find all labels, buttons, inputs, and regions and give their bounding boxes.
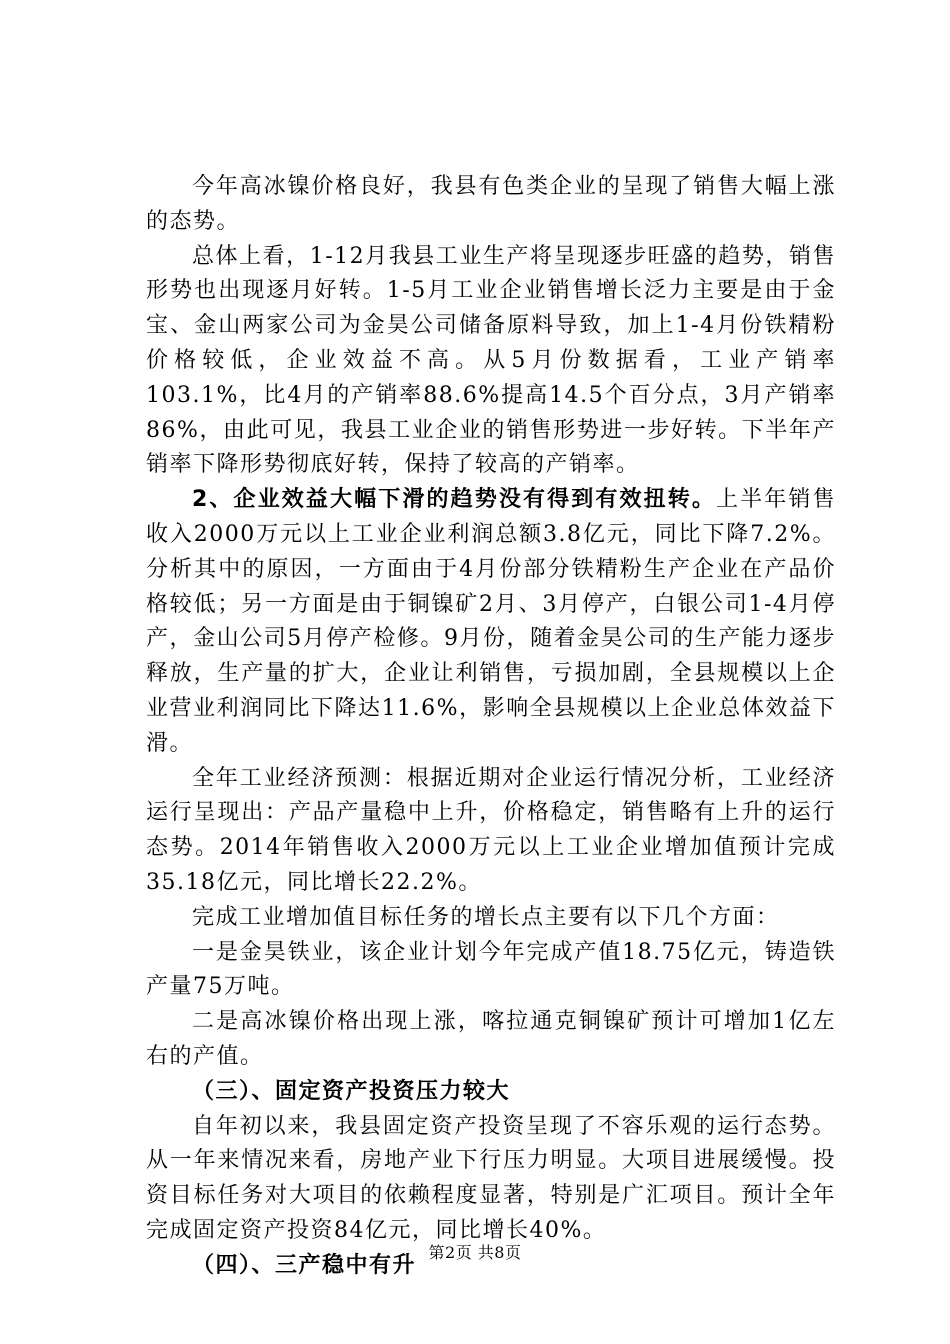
paragraph-annual-forecast: 全年工业经济预测：根据近期对企业运行情况分析，工业经济运行呈现出：产品产量稳中上升，价格稳定，销售略有上升的运行态势。2014年销售收入2000万元以上工业企业增加值预计完成35.18亿元，同比增长22.2%。 — [146, 765, 836, 895]
paragraph-industry-sales: 总体上看，1-12月我县工业生产将呈现逐步旺盛的趋势，销售形势也出现逐月好转。1-5月工业企业销售增长泛力主要是由于金宝、金山两家公司为金昊公司储备原料导致，加上1-4月份铁精粉价格较低，企业效益不高。从5月份数据看，工业产销率103.1%，比4月的产销率88.6%提高14.5个百分点，3月产销率86%，由此可见，我县工业企业的销售形势进一步好转。下半年产销率下降形势彻底好转，保持了较高的产销率。 — [146, 243, 836, 478]
paragraph-nickel-price: 今年高冰镍价格良好，我县有色类企业的呈现了销售大幅上涨的态势。 — [146, 174, 836, 234]
section-heading-fixed-assets: （三）、固定资产投资压力较大 — [192, 1078, 511, 1104]
document-body — [146, 170, 836, 1284]
paragraph-profit-text: 上半年销售收入2000万元以上工业企业利润总额3.8亿元，同比下降7.2%。分析其中的原因，一方面由于4月份部分铁精粉生产企业在产品价格较低；另一方面是由于铜镍矿2月、3月停产，白银公司1-4月停产，金山公司5月停产检修。9月份，随着金昊公司的生产能力逐步释放，生产量的扩大，企业让利销售，亏损加剧，全县规模以上企业营业利润同比下降达11.6%，影响全县规模以上企业总体效益下滑。 — [146, 487, 836, 756]
paragraph-lead-heading: 2、企业效益大幅下滑的趋势没有得到有效扭转。 — [192, 487, 716, 513]
paragraph-growth-point-1: 一是金昊铁业，该企业计划今年完成产值18.75亿元，铸造铁产量75万吨。 — [146, 939, 836, 1000]
paragraph-growth-points-intro: 完成工业增加值目标任务的增长点主要有以下几个方面： — [192, 904, 780, 930]
paragraph-profit-decline — [146, 483, 836, 761]
paragraph-fixed-assets: 自年初以来，我县固定资产投资呈现了不容乐观的运行态势。从一年来情况来看，房地产业下行压力明显。大项目进展缓慢。投资目标任务对大项目的依赖程度显著，特别是广汇项目。预计全年完成固定资产投资84亿元，同比增长40%。 — [146, 1113, 836, 1243]
page-footer: 第2页 共8页 — [428, 1243, 522, 1262]
paragraph-growth-point-2: 二是高冰镍价格出现上涨，喀拉通克铜镍矿预计可增加1亿左右的产值。 — [146, 1009, 836, 1069]
section-heading-tertiary: （四）、三产稳中有升 — [192, 1252, 417, 1278]
